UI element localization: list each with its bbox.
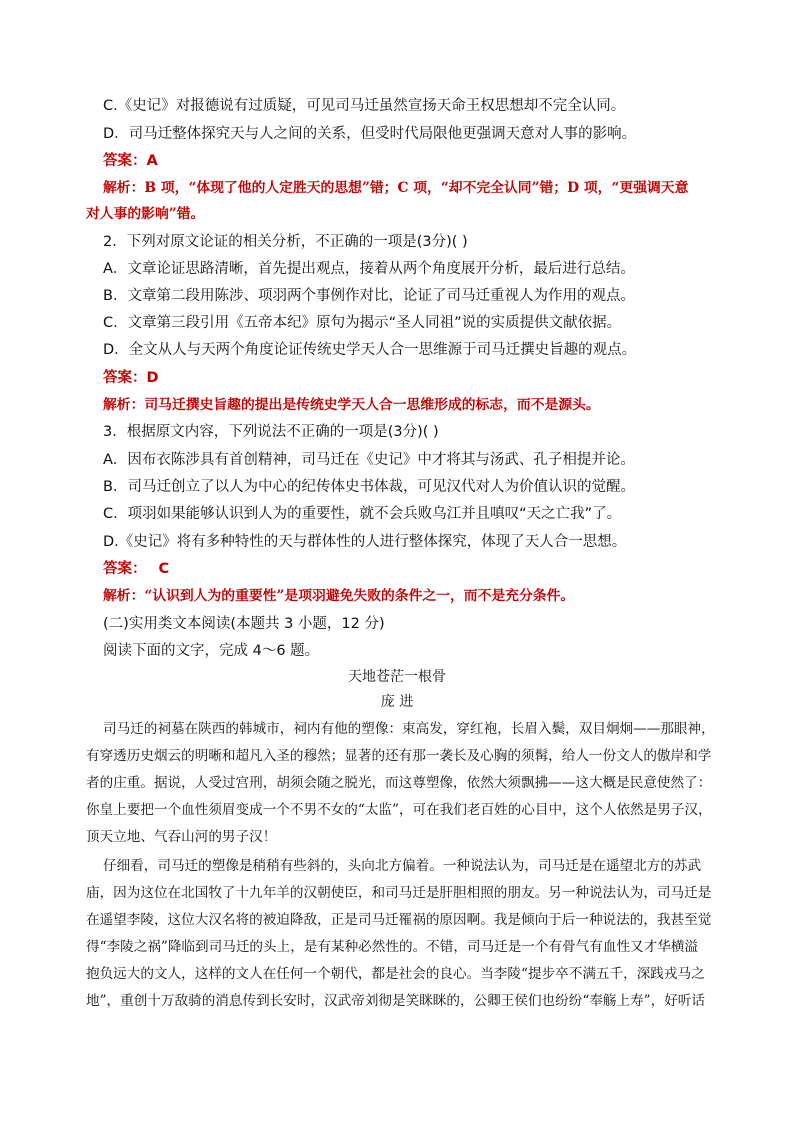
article-author: 庞 进 [380, 694, 414, 710]
article-title: 天地苍茫一根骨 [348, 669, 446, 685]
q2-option-d: D．全文从人与天两个角度论证传统史学天人合一思维源于司马迁撰史旨趣的观点。 [103, 342, 637, 358]
article-line: 抱负远大的文人，这样的文人在任何一个朝代，都是社会的良心。当李陵“提步卒不满五千，深践戎马之 [86, 966, 705, 982]
analysis-text: “认识到人为的重要性”是项羽避免失败的条件之一，而不是充分条件。 [144, 588, 575, 604]
article-line: 在遥望李陵，这位大汉名将的被迫降敌，正是司马迁罹祸的原因啊。我是倾向于后一种说法的，我甚至觉 [86, 912, 712, 928]
q3-answer [103, 559, 169, 579]
q3-option-a: A．因布衣陈涉具有首创精神，司马迁在《史记》中才将其与汤武、孔子相提并论。 [103, 452, 635, 468]
q1-analysis [103, 178, 688, 198]
q3-option-d: D.《史记》将有多种特性的天与群体性的人进行整体探究，体现了天人合一思想。 [103, 534, 627, 550]
article-line: 者的庄重。据说，人受过宫刑，胡须会随之脱光，而这尊塑像，依然大须飘拂——这大概是民意使然了： [86, 775, 712, 791]
article-line: 有穿透历史烟云的明晰和超凡入圣的穆然；显著的还有那一袭长及心胸的须髯，给人一份文人的傲岸和学 [86, 748, 712, 764]
answer-label: 答案： [103, 153, 147, 169]
answer-label: 答案： [103, 561, 147, 577]
q3-option-c: C．项羽如果能够认识到人为的重要性，就不会兵败乌江并且嗔叹“天之亡我”了。 [103, 506, 622, 522]
article-line: 仔细看，司马迁的塑像是稍稍有些斜的，头向北方偏着。一种说法认为，司马迁是在遥望北方的苏武 [103, 858, 702, 874]
article-line: 得“李陵之祸”降临到司马迁的头上，是有某种必然性的。不错，司马迁是一个有骨气有血性又才华横溢 [86, 939, 699, 955]
article-line: 你皇上要把一个血性须眉变成一个不男不女的“太监”，可在我们老百姓的心目中，这个人依然是男子汉， [86, 802, 712, 818]
analysis-label: 解析： [103, 180, 145, 196]
q1-answer [103, 151, 158, 171]
q2-stem: 2．下列对原文论证的相关分析，不正确的一项是(3分)( ) [103, 234, 468, 250]
article-line: 顶天立地、气吞山河的男子汉！ [86, 829, 277, 845]
article-line: 司马迁的祠墓在陕西的韩城市，祠内有他的塑像：束高发，穿红袍，长眉入鬓，双目炯炯——那眼神， [103, 721, 715, 737]
answer-value: C [158, 561, 170, 577]
answer-label: 答案： [103, 370, 147, 386]
q3-analysis [103, 586, 574, 606]
q3-stem: 3．根据原文内容，下列说法不正确的一项是(3分)( ) [103, 424, 439, 440]
answer-value: D [146, 370, 159, 386]
q3-option-b: B．司马迁创立了以人为中心的纪传体史书体裁，可见汉代对人为价值认识的觉醒。 [103, 479, 635, 495]
q2-option-b: B．文章第二段用陈涉、项羽两个事例作对比，论证了司马迁重视人为作用的观点。 [103, 288, 635, 304]
answer-value: A [146, 153, 158, 169]
q2-option-c: C．文章第三段引用《五帝本纪》原句为揭示“圣人同祖”说的实质提供文献依据。 [103, 315, 622, 331]
analysis-text: 司马迁撰史旨趣的提出是传统史学天人合一思维形成的标志，而不是源头。 [144, 397, 600, 413]
article-line: 地”，重创十万敌骑的消息传到长安时，汉武帝刘彻是笑眯眯的，公卿王侯们也纷纷“奉觞上寿”，好听话 [86, 993, 705, 1009]
section-instruction: 阅读下面的文字，完成 4～6 题。 [103, 643, 320, 659]
q2-analysis [103, 395, 600, 415]
analysis-label: 解析： [103, 397, 145, 413]
q1-analysis-cont: 对人事的影响”错。 [86, 206, 205, 222]
q2-answer [103, 368, 159, 388]
q2-option-a: A．文章论证思路清晰，首先提出观点，接着从两个角度展开分析，最后进行总结。 [103, 261, 635, 277]
analysis-label: 解析： [103, 588, 145, 604]
section-heading: (二)实用类文本阅读(本题共 3 小题，12 分) [103, 616, 385, 632]
q1-option-d: D．司马迁整体探究天与人之间的关系，但受时代局限他更强调天意对人事的影响。 [103, 126, 637, 142]
article-line: 庙，因为这位在北国牧了十九年羊的汉朝使臣，和司马迁是肝胆相照的朋友。另一种说法认为，司马迁是 [86, 885, 712, 901]
q1-option-c: C.《史记》对报德说有过质疑，可见司马迁虽然宣扬天命王权思想却不完全认同。 [103, 98, 626, 114]
analysis-text: B 项，“体现了他的人定胜天的思想”错；C 项，“却不完全认同”错；D 项，“更强调天意 [144, 180, 689, 196]
